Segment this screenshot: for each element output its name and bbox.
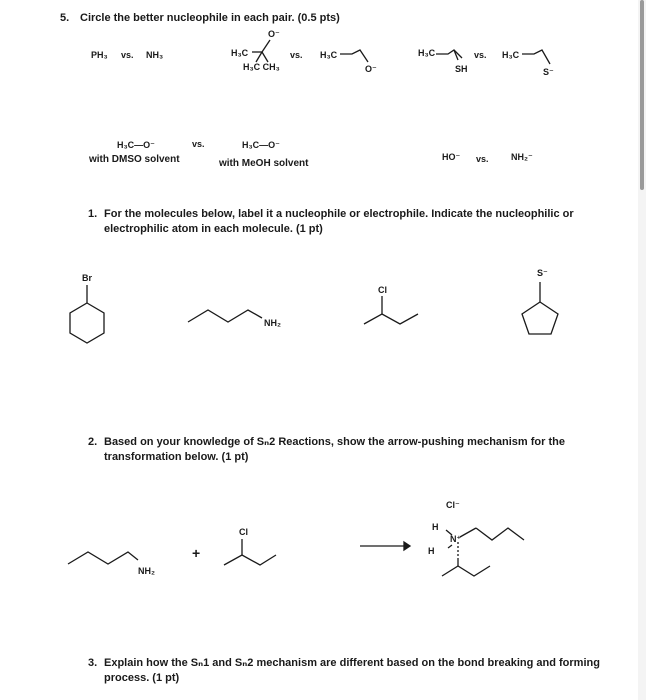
question-5-number: 5. — [60, 12, 70, 24]
question-3-text-line1: Explain how the Sₙ1 and Sₙ2 mechanism are different based on the bond breaking and forming — [104, 657, 600, 669]
vs-label-3: vs. — [474, 50, 487, 60]
amide-label: NH₂⁻ — [511, 152, 533, 162]
question-2-number: 2. — [88, 436, 98, 448]
scrollbar-thumb[interactable] — [640, 0, 644, 190]
vs-label-1: vs. — [121, 50, 134, 60]
reactant-amine-label: NH₂ — [138, 566, 155, 576]
question-3-number: 3. — [88, 657, 98, 669]
bromine-label: Br — [82, 273, 93, 283]
tbuo-oxygen: O⁻ — [268, 29, 280, 39]
product-skeleton — [438, 520, 538, 584]
product-h-bottom: H — [428, 546, 435, 556]
methoxide-b: H₃C—O⁻ — [242, 140, 280, 150]
question-1-number: 1. — [88, 208, 98, 220]
question-2-text-line1: Based on your knowledge of Sₙ2 Reactions, show the arrow-pushing mechanism for the — [104, 436, 565, 448]
scrollbar[interactable] — [638, 0, 646, 700]
chloride-counterion: Cl⁻ — [446, 500, 460, 510]
plus-sign: + — [192, 545, 201, 561]
question-5-text: Circle the better nucleophile in each pair. (0.5 pts) — [80, 12, 340, 24]
thiol-h3c: H₃C — [418, 48, 436, 58]
question-1-text-line2: electrophilic atom in each molecule. (1 pt) — [104, 223, 323, 235]
thiol-sh: SH — [455, 64, 468, 74]
chlorobutane-structure — [358, 294, 438, 334]
product-nitrogen: N⁺ — [450, 534, 462, 544]
reactant-propylamine-chain — [66, 544, 146, 574]
cyclopentanethiolate-structure — [516, 280, 566, 344]
propoxide-oxygen: O⁻ — [365, 64, 377, 74]
propylamine-chain — [186, 300, 266, 330]
reactant-chlorobutane-structure — [218, 537, 298, 571]
vs-label-4: vs. — [192, 139, 205, 149]
thiolate-sulfur-label: S⁻ — [537, 268, 548, 278]
tbuo-h3c-left: H₃C — [231, 48, 249, 58]
bromocyclohexane-structure — [62, 283, 114, 355]
ph3-label: PH₃ — [91, 50, 108, 60]
thiolate-sulfur: S⁻ — [543, 67, 554, 77]
hydroxide-label: HO⁻ — [442, 152, 461, 162]
propoxide-h3c: H₃C — [320, 50, 338, 60]
nh3-label: NH₃ — [146, 50, 164, 60]
methoxide-a: H₃C—O⁻ — [117, 140, 155, 150]
question-3-text-line2: process. (1 pt) — [104, 672, 180, 684]
vs-label-2: vs. — [290, 50, 303, 60]
thiolate-h3c: H₃C — [502, 50, 520, 60]
question-1-text-line1: For the molecules below, label it a nucleophile or electrophile. Indicate the nucleophilic or — [104, 208, 574, 220]
amine-label: NH₂ — [264, 318, 281, 328]
vs-label-5: vs. — [476, 154, 489, 164]
question-2-text-line2: transformation below. (1 pt) — [104, 451, 249, 463]
reaction-arrow — [360, 540, 410, 552]
tbuo-bottom-methyls: H₃C CH₃ — [243, 62, 280, 72]
reactant-chlorine-label: Cl — [239, 527, 248, 537]
meoh-solvent-label: with MeOH solvent — [219, 158, 309, 169]
tbuo-skeleton — [248, 36, 278, 66]
chlorine-label: Cl — [378, 285, 387, 295]
dmso-solvent-label: with DMSO solvent — [89, 154, 180, 165]
product-h-top: H — [432, 522, 439, 532]
